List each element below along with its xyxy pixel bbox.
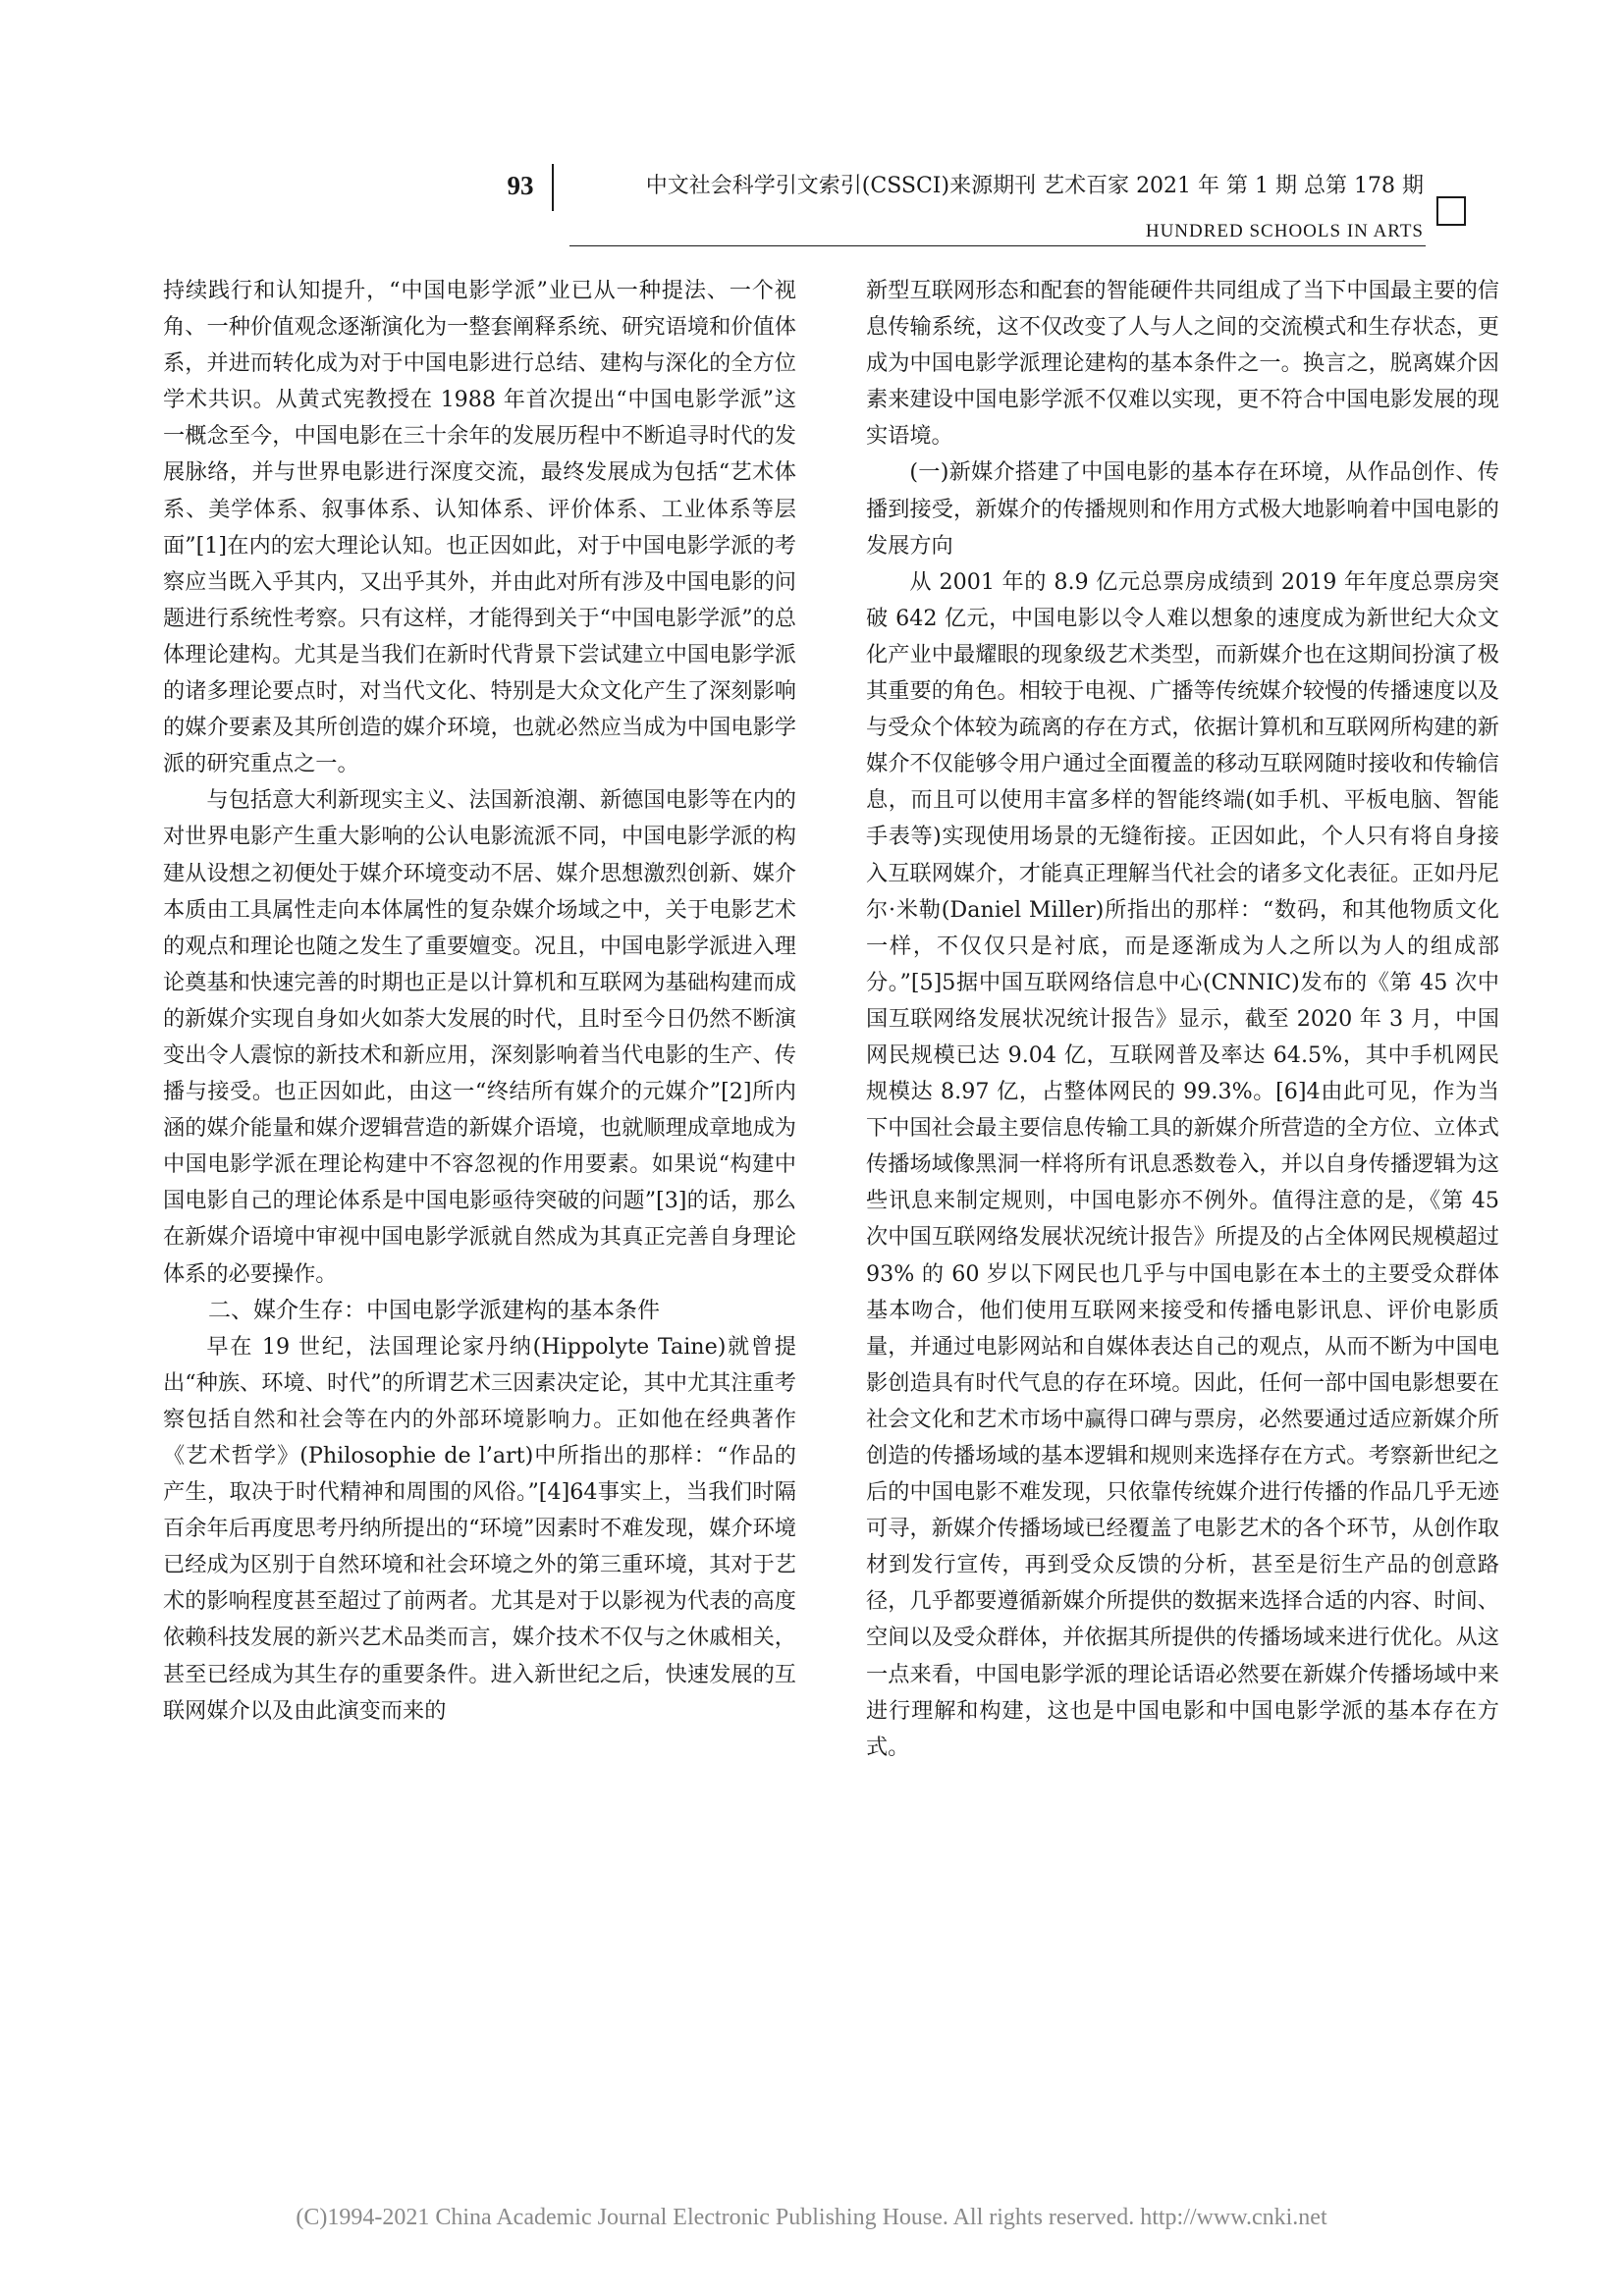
journal-title: 中文社会科学引文索引(CSSCI)来源期刊 艺术百家 2021 年 第 1 期 总第 178 期 bbox=[645, 174, 1424, 198]
copyright-footer: (C)1994-2021 China Academic Journal Electronic Publishing House. All rights reserved. http://www.cnki.net bbox=[296, 2205, 1327, 2230]
right-column bbox=[866, 273, 1499, 1766]
paragraph: 早在 19 世纪，法国理论家丹纳(Hippolyte Taine)就曾提出“种族、环境、时代”的所谓艺术三因素决定论，其中尤其注重考察包括自然和社会等在内的外部环境影响力。正如他在经典著作《艺术哲学》(Philosophie de l’art)中所指出的那样：“作品的产生，取决于时代精神和周围的风俗。”[4]64事实上，当我们时隔百余年后再度思考丹纳所提出的“环境”因素时不难发现，媒介环境已经成为区别于自然环境和社会环境之外的第三重环境，其对于艺术的影响程度甚至超过了前两者。尤其是对于以影视为代表的高度依赖科技发展的新兴艺术品类而言，媒介技术不仅与之休戚相关，甚至已经成为其生存的重要条件。进入新世纪之后，快速发展的互联网媒介以及由此演变而来的 bbox=[163, 1333, 796, 1724]
paragraph: 与包括意大利新现实主义、法国新浪潮、新德国电影等在内的对世界电影产生重大影响的公认电影流派不同，中国电影学派的构建从设想之初便处于媒介环境变动不居、媒介思想激烈创新、媒介本质由工具属性走向本体属性的复杂媒介场域之中，关于电影艺术的观点和理论也随之发生了重要嬗变。况且，中国电影学派进入理论奠基和快速完善的时期也正是以计算机和互联网为基础构建而成的新媒介实现自身如火如荼大发展的时代，且时至今日仍然不断演变出令人震惊的新技术和新应用，深刻影响着当代电影的生产、传播与接受。也正因如此，由这一“终结所有媒介的元媒介”[2]所内涵的媒介能量和媒介逻辑营造的新媒介语境，也就顺理成章地成为中国电影学派在理论构建中不容忽视的作用要素。如果说“构建中国电影自己的理论体系是中国电影亟待突破的问题”[3]的话，那么在新媒介语境中审视中国电影学派就自然成为其真正完善自身理论体系的必要操作。 bbox=[163, 787, 796, 1287]
header-divider bbox=[552, 164, 554, 211]
paragraph: 新型互联网形态和配套的智能硬件共同组成了当下中国最主要的信息传输系统，这不仅改变了人与人之间的交流模式和生存状态，更成为中国电影学派理论建构的基本条件之一。换言之，脱离媒介因素来建设中国电影学派不仅难以实现，更不符合中国电影发展的现实语境。 bbox=[866, 278, 1499, 450]
paragraph: 从 2001 年的 8.9 亿元总票房成绩到 2019 年年度总票房突破 642 亿元，中国电影以令人难以想象的速度成为新世纪大众文化产业中最耀眼的现象级艺术类型，而新媒介也在这期间扮演了极其重要的角色。相较于电视、广播等传统媒介较慢的传播速度以及与受众个体较为疏离的存在方式，依据计算机和互联网所构建的新媒介不仅能够令用户通过全面覆盖的移动互联网随时接收和传输信息，而且可以使用丰富多样的智能终端(如手机、平板电脑、智能手表等)实现使用场景的无缝衔接。正因如此，个人只有将自身接入互联网媒介，才能真正理解当代社会的诸多文化表征。正如丹尼尔·米勒(Daniel Miller)所指出的那样：“数码，和其他物质文化一样，不仅仅只是衬底，而是逐渐成为人之所以为人的组成部分。”[5]5据中国互联网络信息中心(CNNIC)发布的《第 45 次中国互联网络发展状况统计报告》显示，截至 2020 年 3 月，中国网民规模已达 9.04 亿，互联网普及率达 64.5%，其中手机网民规模达 8.97 亿，占整体网民的 99.3%。[6]4由此可见，作为当下中国社会最主要信息传输工具的新媒介所营造的全方位、立体式传播场域像黑洞一样将所有讯息悉数卷入，并以自身传播逻辑为这些讯息来制定规则，中国电影亦不例外。值得注意的是，《第 45 次中国互联网络发展状况统计报告》所提及的占全体网民规模超过 93% 的 60 岁以下网民也几乎与中国电影在本土的主要受众群体基本吻合，他们使用互联网来接受和传播电影讯息、评价电影质量，并通过电影网站和自媒体表达自己的观点，从而不断为中国电影创造具有时代气息的存在环境。因此，任何一部中国电影想要在社会文化和艺术市场中赢得口碑与票房，必然要通过适应新媒介所创造的传播场域的基本逻辑和规则来选择存在方式。考察新世纪之后的中国电影不难发现，只依靠传统媒介进行传播的作品几乎无迹可寻，新媒介传播场域已经覆盖了电影艺术的各个环节，从创作取材到发行宣传，再到受众反馈的分析，甚至是衍生产品的创意路径，几乎都要遵循新媒介所提供的数据来选择合适的内容、时间、空间以及受众群体，并依据其所提供的传播场域来进行优化。从这一点来看，中国电影学派的理论话语必然要在新媒介传播场域中来进行理解和构建，这也是中国电影和中国电影学派的基本存在方式。 bbox=[866, 568, 1499, 1760]
section-heading: 二、媒介生存：中国电影学派建构的基本条件 bbox=[208, 1297, 660, 1323]
subsection-heading: (一)新媒介搭建了中国电影的基本存在环境，从作品创作、传播到接受，新媒介的传播规则和作用方式极大地影响着中国电影的发展方向 bbox=[866, 459, 1499, 559]
paragraph: 持续践行和认知提升，“中国电影学派”业已从一种提法、一个视角、一种价值观念逐渐演化为一整套阐释系统、研究语境和价值体系，并进而转化成为对于中国电影进行总结、建构与深化的全方位学术共识。从黄式宪教授在 1988 年首次提出“中国电影学派”这一概念至今，中国电影在三十余年的发展历程中不断追寻时代的发展脉络，并与世界电影进行深度交流，最终发展成为包括“艺术体系、美学体系、叙事体系、认知体系、评价体系、工业体系等层面”[1]在内的宏大理论认知。也正因如此，对于中国电影学派的考察应当既入乎其内，又出乎其外，并由此对所有涉及中国电影的问题进行系统性考察。只有这样，才能得到关于“中国电影学派”的总体理论建构。尤其是当我们在新时代背景下尝试建立中国电影学派的诸多理论要点时，对当代文化、特别是大众文化产生了深刻影响的媒介要素及其所创造的媒介环境，也就必然应当成为中国电影学派的研究重点之一。 bbox=[163, 278, 796, 777]
page-number: 93 bbox=[507, 171, 534, 200]
left-column bbox=[163, 273, 796, 1730]
journal-title-en: HUNDRED SCHOOLS IN ARTS bbox=[1145, 221, 1424, 241]
square-mark-icon bbox=[1436, 196, 1466, 226]
header-rule bbox=[569, 245, 1426, 246]
